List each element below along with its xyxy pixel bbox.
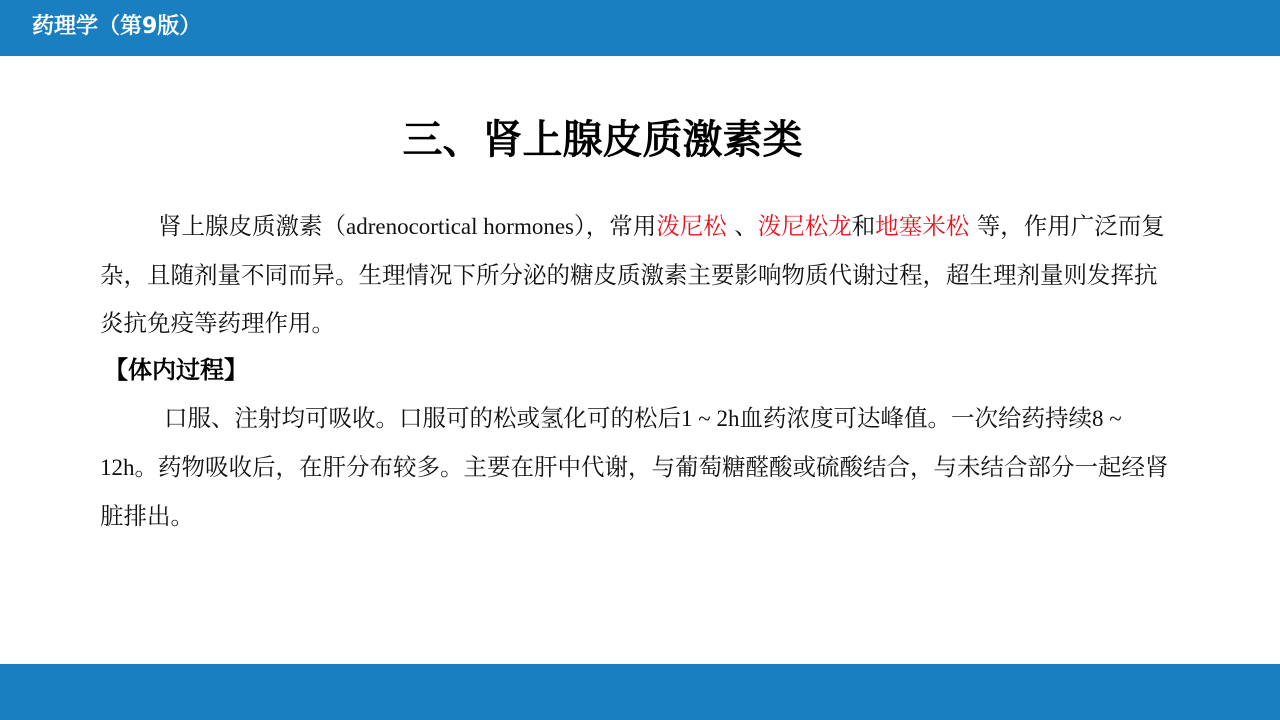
- intro-paragraph: [100, 202, 1180, 347]
- header-title: 药理学（第9版）: [32, 14, 202, 39]
- header-bar: [0, 0, 1280, 56]
- slide-title: 三、肾上腺皮质激素类: [402, 117, 803, 163]
- intro-text-3: 、: [726, 212, 758, 240]
- intro-text-2: ），常用: [574, 212, 657, 240]
- intro-text-4: 和: [851, 212, 876, 240]
- intro-text-5: 等，作用广泛而复杂，且随剂量不同而异。生理情况下所分泌的糖皮质激素主要影响物质代谢过程，超生理剂量则发挥抗炎抗免疫等药理作用。: [100, 212, 1165, 337]
- process-time-2: 8 ~ 12h: [100, 406, 1122, 480]
- process-paragraph: [100, 394, 1180, 540]
- drug-prednisolone: 泼尼松龙: [757, 212, 852, 240]
- drug-dexamethasone: 地塞米松: [875, 212, 970, 240]
- drug-prednisone: 泼尼松: [656, 212, 727, 240]
- intro-latin-term: adrenocortical hormones: [346, 214, 574, 239]
- intro-text-1: 肾上腺皮质激素（: [158, 212, 346, 240]
- footer-bar: [0, 664, 1280, 720]
- process-time-1: 1 ~ 2h: [681, 406, 740, 431]
- process-text-3: 。药物吸收后，在肝分布较多。主要在肝中代谢，与葡萄糖醛酸或硫酸结合，与未结合部分一起经肾脏排出。: [100, 453, 1169, 530]
- process-text-1: 口服、注射均可吸收。口服可的松或氢化可的松后: [164, 404, 681, 432]
- process-text-2: 血药浓度可达峰值。一次给药持续: [739, 404, 1092, 432]
- section-heading: 【体内过程】: [104, 356, 248, 384]
